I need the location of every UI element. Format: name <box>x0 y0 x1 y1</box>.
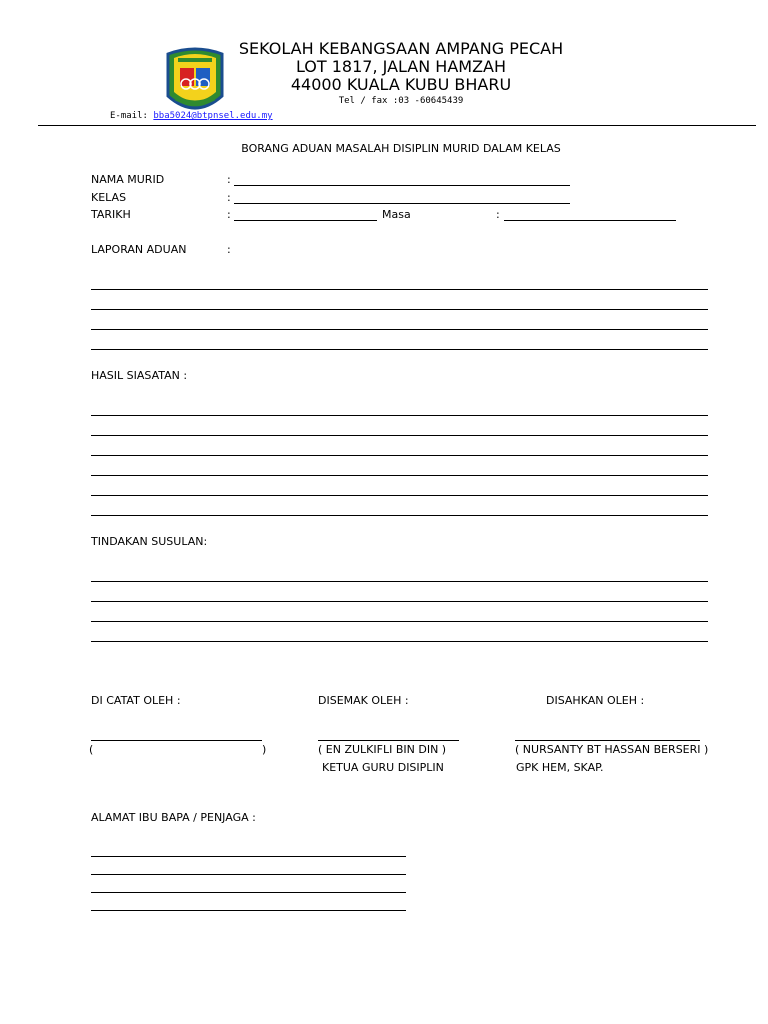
laporan-line[interactable] <box>91 309 708 310</box>
section-tindakan-susulan: TINDAKAN SUSULAN: <box>91 535 208 548</box>
hasil-line[interactable] <box>91 495 708 496</box>
nama-murid-input-line[interactable] <box>234 185 570 186</box>
email-row <box>110 111 273 121</box>
address-line-2: 44000 KUALA KUBU BHARU <box>290 75 512 94</box>
field-label-kelas: KELAS <box>91 191 127 204</box>
disahkan-title: GPK HEM, SKAP. <box>516 761 604 774</box>
alamat-line[interactable] <box>91 856 406 857</box>
dicatat-signature-line[interactable] <box>91 740 262 741</box>
masa-input-line[interactable] <box>504 220 676 221</box>
hasil-line[interactable] <box>91 475 708 476</box>
disemak-title: KETUA GURU DISIPLIN <box>322 761 444 774</box>
header-divider <box>38 125 756 126</box>
field-label-tarikh: TARIKH <box>91 208 131 221</box>
tarikh-input-line[interactable] <box>234 220 377 221</box>
tindakan-line[interactable] <box>91 641 708 642</box>
email-label: E-mail: <box>110 111 148 121</box>
disemak-name: ( EN ZULKIFLI BIN DIN ) <box>318 743 447 756</box>
dicatat-paren-close: ) <box>262 743 267 756</box>
school-name: SEKOLAH KEBANGSAAN AMPANG PECAH <box>238 39 564 58</box>
kelas-input-line[interactable] <box>234 203 570 204</box>
hasil-line[interactable] <box>91 415 708 416</box>
disahkan-name: ( NURSANTY BT HASSAN BERSERI ) <box>515 743 709 756</box>
disemak-signature-line[interactable] <box>318 740 459 741</box>
alamat-line[interactable] <box>91 874 406 875</box>
label-dicatat-oleh: DI CATAT OLEH : <box>91 694 181 707</box>
address-line-1: LOT 1817, JALAN HAMZAH <box>295 57 507 76</box>
section-laporan-aduan: LAPORAN ADUAN <box>91 243 187 256</box>
alamat-line[interactable] <box>91 910 406 911</box>
disahkan-signature-line[interactable] <box>515 740 700 741</box>
hasil-line[interactable] <box>91 515 708 516</box>
hasil-line[interactable] <box>91 435 708 436</box>
section-alamat: ALAMAT IBU BAPA / PENJAGA : <box>91 811 256 824</box>
hasil-line[interactable] <box>91 455 708 456</box>
field-colon: : <box>227 208 231 221</box>
field-label-masa: Masa <box>382 208 411 221</box>
field-label-nama-murid: NAMA MURID <box>91 173 165 186</box>
field-colon: : <box>227 173 231 186</box>
dicatat-paren-open: ( <box>89 743 94 756</box>
tindakan-line[interactable] <box>91 581 708 582</box>
form-title: BORANG ADUAN MASALAH DISIPLIN MURID DALAM KELAS <box>241 142 561 155</box>
alamat-line[interactable] <box>91 892 406 893</box>
laporan-line[interactable] <box>91 329 708 330</box>
tel-fax: Tel / fax :03 -60645439 <box>338 96 464 106</box>
laporan-line[interactable] <box>91 289 708 290</box>
section-hasil-siasatan: HASIL SIASATAN : <box>91 369 188 382</box>
field-colon: : <box>227 243 231 256</box>
tindakan-line[interactable] <box>91 621 708 622</box>
field-colon: : <box>496 208 500 221</box>
email-link[interactable]: bba5024@btpnsel.edu.my <box>153 111 273 121</box>
label-disemak-oleh: DISEMAK OLEH : <box>318 694 409 707</box>
label-disahkan-oleh: DISAHKAN OLEH : <box>546 694 645 707</box>
field-colon: : <box>227 191 231 204</box>
laporan-line[interactable] <box>91 349 708 350</box>
tindakan-line[interactable] <box>91 601 708 602</box>
